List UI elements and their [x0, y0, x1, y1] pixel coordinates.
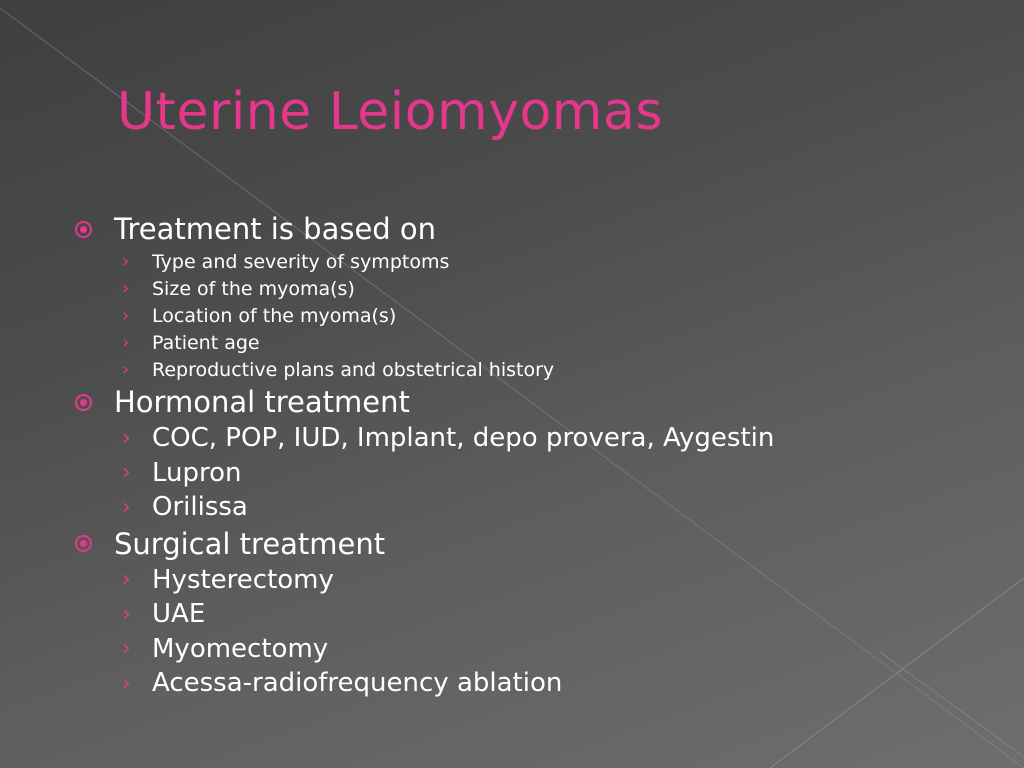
sub-bullet-text: Type and severity of symptoms	[152, 250, 450, 273]
sub-bullet-item	[122, 248, 1000, 275]
sub-bullet-text: Size of the myoma(s)	[152, 277, 355, 300]
circle-dot-icon	[75, 221, 92, 238]
sub-bullet-item	[122, 597, 1000, 632]
sub-bullet-text: Myomectomy	[152, 633, 329, 664]
bullet-surgical-treatment	[70, 525, 1000, 701]
sub-bullet-item	[122, 275, 1000, 302]
sub-bullet-text: Location of the myoma(s)	[152, 304, 397, 327]
chevron-right-icon: ›	[122, 670, 131, 696]
chevron-right-icon: ›	[122, 636, 131, 662]
sub-bullet-text: Lupron	[152, 457, 242, 488]
bullet-hormonal-treatment	[70, 383, 1000, 525]
slide-title: Uterine Leiomyomas	[117, 82, 663, 142]
bullet-text: Hormonal treatment	[114, 385, 410, 419]
chevron-right-icon: ›	[122, 567, 131, 593]
chevron-right-icon: ›	[122, 278, 130, 299]
chevron-right-icon: ›	[122, 460, 131, 486]
sub-bullet-list	[70, 421, 1000, 525]
chevron-right-icon: ›	[122, 494, 131, 520]
sub-bullet-text: Acessa-radiofrequency ablation	[152, 668, 563, 699]
sub-bullet-item	[122, 666, 1000, 701]
bullet-text: Surgical treatment	[114, 526, 386, 561]
sub-bullet-list	[70, 563, 1000, 701]
sub-bullet-item	[122, 490, 1000, 525]
chevron-right-icon: ›	[122, 332, 130, 353]
sub-bullet-item	[122, 563, 1000, 598]
sub-bullet-item	[122, 632, 1000, 667]
sub-bullet-text: UAE	[152, 599, 206, 630]
sub-bullet-item	[122, 421, 1000, 456]
sub-bullet-text: COC, POP, IUD, Implant, depo provera, Aygestin	[152, 423, 775, 454]
sub-bullet-list	[70, 248, 1000, 383]
sub-bullet-item	[122, 302, 1000, 329]
chevron-right-icon: ›	[122, 425, 131, 451]
bullet-list	[70, 210, 1000, 701]
sub-bullet-text: Orilissa	[152, 492, 248, 523]
sub-bullet-item	[122, 356, 1000, 383]
chevron-right-icon: ›	[122, 251, 130, 272]
circle-dot-icon	[75, 394, 92, 411]
chevron-right-icon: ›	[122, 305, 130, 326]
chevron-right-icon: ›	[122, 359, 130, 380]
sub-bullet-text: Hysterectomy	[152, 564, 334, 595]
sub-bullet-text: Reproductive plans and obstetrical history	[152, 358, 555, 381]
sub-bullet-item	[122, 456, 1000, 491]
sub-bullet-text: Patient age	[152, 331, 260, 354]
circle-dot-icon	[75, 535, 92, 552]
sub-bullet-item	[122, 329, 1000, 356]
bullet-treatment-basis	[70, 210, 1000, 383]
bullet-text: Treatment is based on	[114, 212, 437, 246]
chevron-right-icon: ›	[122, 601, 131, 627]
